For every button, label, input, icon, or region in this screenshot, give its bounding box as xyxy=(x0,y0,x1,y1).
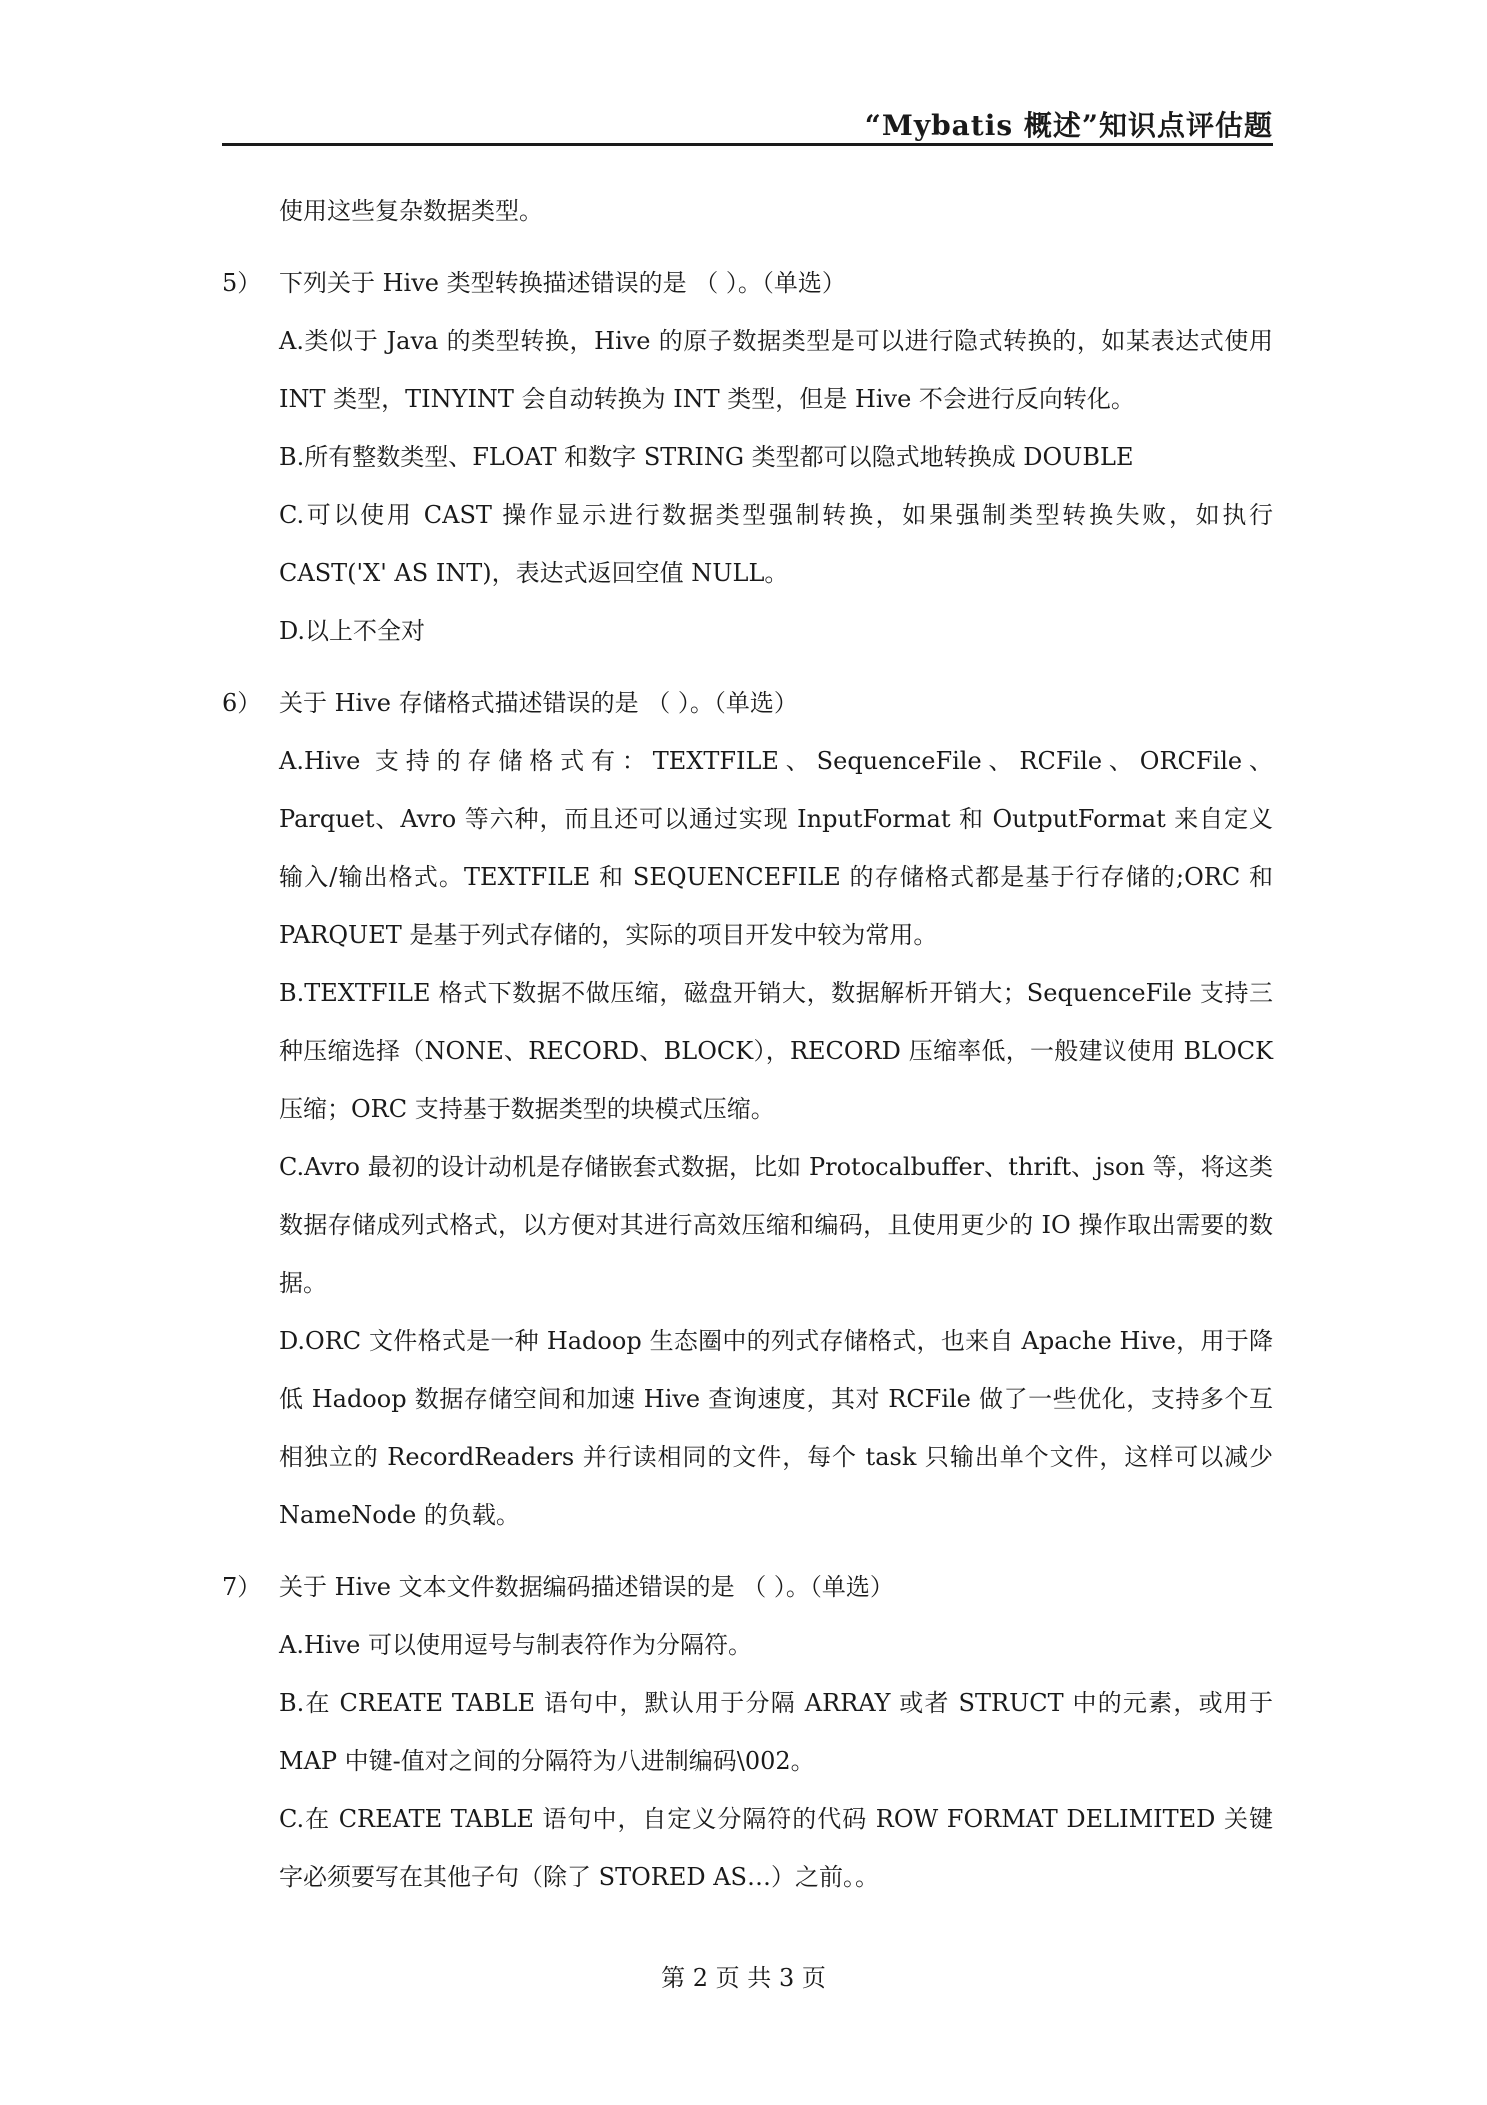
question-stem: 下列关于 Hive 类型转换描述错误的是 （ ）。（单选） xyxy=(279,269,846,297)
question-stem: 关于 Hive 存储格式描述错误的是 （ ）。（单选） xyxy=(279,689,798,717)
option-a: A.类似于 Java 的类型转换，Hive 的原子数据类型是可以进行隐式转换的，如某表达式使用 INT 类型，TINYINT 会自动转换为 INT 类型，但是 Hive 不会进行反向转化。 xyxy=(279,327,1273,413)
option-d: D.以上不全对 xyxy=(279,617,426,645)
page-footer: 第 2 页 共 3 页 xyxy=(661,1964,826,1992)
page-header-title: “Mybatis 概述”知识点评估题 xyxy=(864,109,1273,142)
continuation-text: 使用这些复杂数据类型。 xyxy=(279,197,543,225)
page-content xyxy=(222,182,1273,1906)
option-d: D.ORC 文件格式是一种 Hadoop 生态圈中的列式存储格式，也来自 Apache Hive，用于降低 Hadoop 数据存储空间和加速 Hive 查询速度，其对 RCFile 做了一些优化，支持多个互相独立的 RecordReaders 并行读相同的文件，每个 task 只输出单个文件，这样可以减少 NameNode 的负载。 xyxy=(279,1327,1273,1529)
question-number: 6） xyxy=(222,689,262,717)
question-6 xyxy=(222,674,1273,1544)
option-a: A.Hive 支持的存储格式有：TEXTFILE、SequenceFile、RCFile、ORCFile、Parquet、Avro 等六种，而且还可以通过实现 InputFormat 和 OutputFormat 来自定义输入/输出格式。TEXTFILE 和 SEQUENCEFILE 的存储格式都是基于行存储的;ORC 和 PARQUET 是基于列式存储的，实际的项目开发中较为常用。 xyxy=(279,747,1273,949)
option-b: B.TEXTFILE 格式下数据不做压缩，磁盘开销大，数据解析开销大；SequenceFile 支持三种压缩选择（NONE、RECORD、BLOCK），RECORD 压缩率低，一般建议使用 BLOCK 压缩；ORC 支持基于数据类型的块模式压缩。 xyxy=(279,979,1273,1123)
option-c: C.Avro 最初的设计动机是存储嵌套式数据，比如 Protocalbuffer、thrift、json 等，将这类数据存储成列式格式，以方便对其进行高效压缩和编码，且使用更少的 IO 操作取出需要的数据。 xyxy=(279,1153,1273,1297)
option-c: C.可以使用 CAST 操作显示进行数据类型强制转换，如果强制类型转换失败，如执行 CAST('X' AS INT)，表达式返回空值 NULL。 xyxy=(279,501,1273,587)
option-b: B.所有整数类型、FLOAT 和数字 STRING 类型都可以隐式地转换成 DOUBLE xyxy=(279,443,1134,471)
option-c: C.在 CREATE TABLE 语句中，自定义分隔符的代码 ROW FORMAT DELIMITED 关键字必须要写在其他子句（除了 STORED AS…）之前。。 xyxy=(279,1805,1273,1891)
question-5 xyxy=(222,254,1273,660)
question-7 xyxy=(222,1558,1273,1906)
header-divider xyxy=(222,143,1273,146)
question-number: 5） xyxy=(222,269,262,297)
question-stem: 关于 Hive 文本文件数据编码描述错误的是 （ ）。（单选） xyxy=(279,1573,894,1601)
question-number: 7） xyxy=(222,1573,262,1601)
option-a: A.Hive 可以使用逗号与制表符作为分隔符。 xyxy=(279,1631,752,1659)
option-b: B.在 CREATE TABLE 语句中，默认用于分隔 ARRAY 或者 STRUCT 中的元素，或用于 MAP 中键-值对之间的分隔符为八进制编码\002。 xyxy=(279,1689,1273,1775)
